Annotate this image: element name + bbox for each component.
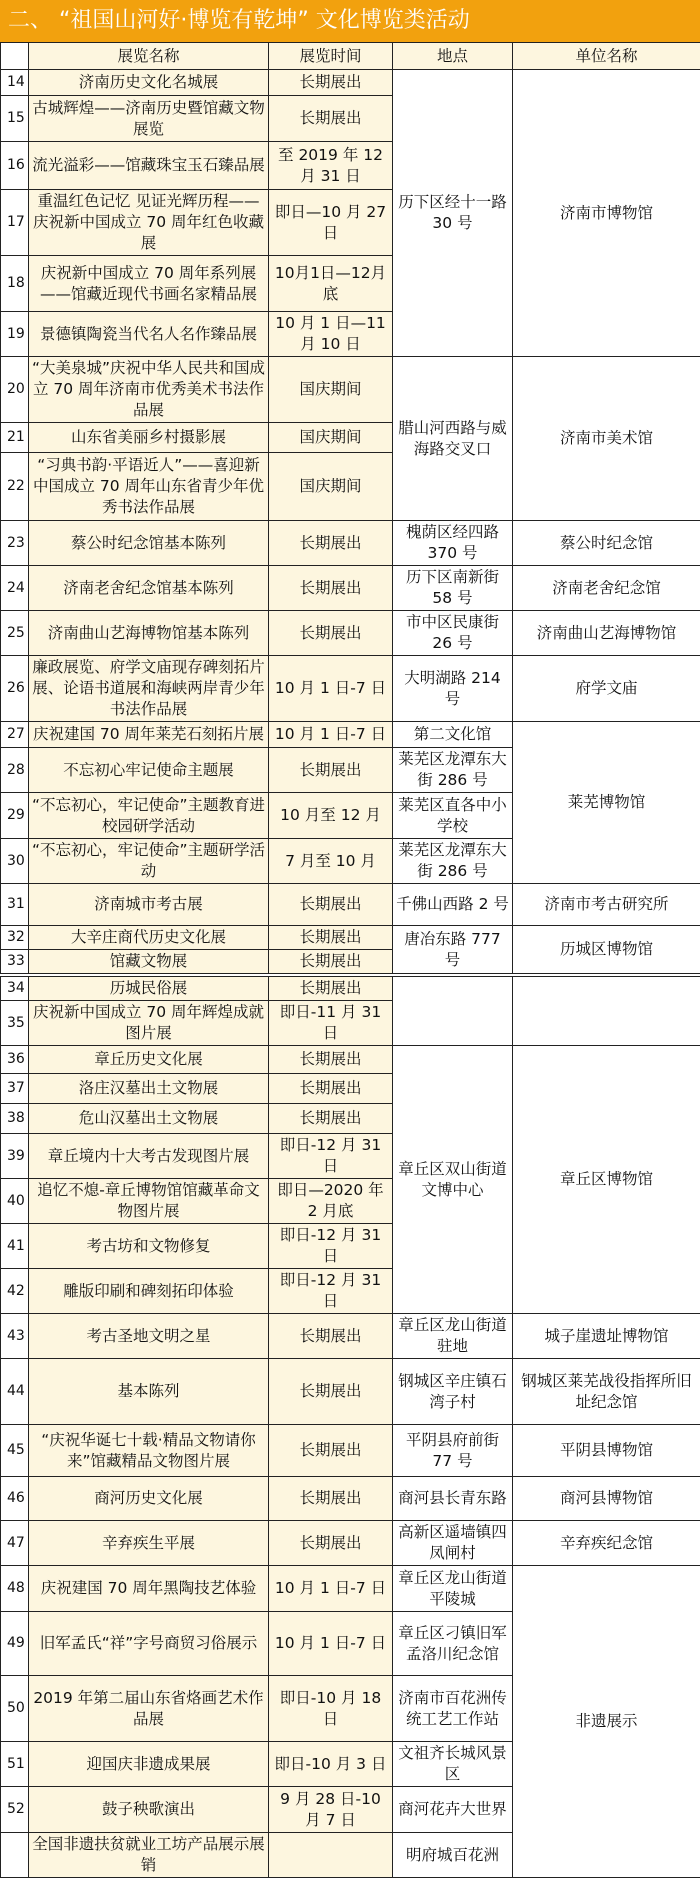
row-number: 52 xyxy=(1,1787,29,1833)
exhibition-name: 蔡公时纪念馆基本陈列 xyxy=(29,521,269,566)
row-number: 23 xyxy=(1,521,29,566)
exhibition-location: 章丘区双山街道文博中心 xyxy=(393,1046,513,1314)
exhibition-name: 不忘初心牢记使命主题展 xyxy=(29,748,269,793)
row-number: 29 xyxy=(1,793,29,839)
table-row xyxy=(1,656,700,722)
exhibition-time: 至 2019 年 12 月 31 日 xyxy=(269,142,393,190)
row-number: 47 xyxy=(1,1521,29,1566)
exhibition-organizer: 章丘区博物馆 xyxy=(513,1046,700,1314)
exhibition-location: 市中区民康街 26 号 xyxy=(393,611,513,656)
table-row xyxy=(1,1359,700,1425)
exhibition-organizer xyxy=(513,977,700,1046)
exhibition-location: 大明湖路 214 号 xyxy=(393,656,513,722)
exhibition-name: 济南老舍纪念馆基本陈列 xyxy=(29,566,269,611)
exhibition-organizer: 济南曲山艺海博物馆 xyxy=(513,611,700,656)
table-row xyxy=(1,70,700,96)
exhibition-organizer: 辛弃疾纪念馆 xyxy=(513,1521,700,1566)
header-organizer: 单位名称 xyxy=(513,43,700,70)
exhibition-time: 国庆期间 xyxy=(269,423,393,453)
row-number: 39 xyxy=(1,1134,29,1179)
exhibition-name: 基本陈列 xyxy=(29,1359,269,1425)
table-row xyxy=(1,1521,700,1566)
header-time: 展览时间 xyxy=(269,43,393,70)
exhibition-name: 馆藏文物展 xyxy=(29,950,269,974)
exhibition-name: 济南历史文化名城展 xyxy=(29,70,269,96)
row-number: 14 xyxy=(1,70,29,96)
exhibition-location: 腊山河西路与威海路交叉口 xyxy=(393,357,513,521)
exhibition-location: 第二文化馆 xyxy=(393,722,513,748)
exhibition-name: 章丘历史文化展 xyxy=(29,1046,269,1074)
exhibition-name: 考古坊和文物修复 xyxy=(29,1224,269,1269)
exhibition-time: 长期展出 xyxy=(269,1314,393,1359)
table-row xyxy=(1,521,700,566)
table-row xyxy=(1,722,700,748)
row-number: 33 xyxy=(1,950,29,974)
row-number: 38 xyxy=(1,1104,29,1134)
exhibition-location: 槐荫区经四路 370 号 xyxy=(393,521,513,566)
exhibition-time: 国庆期间 xyxy=(269,357,393,423)
exhibition-time: 长期展出 xyxy=(269,950,393,974)
exhibition-location: 平阴县府前街 77 号 xyxy=(393,1425,513,1477)
exhibition-name: 历城民俗展 xyxy=(29,977,269,1001)
table-row xyxy=(1,1046,700,1074)
exhibition-organizer: 商河县博物馆 xyxy=(513,1477,700,1521)
row-number: 25 xyxy=(1,611,29,656)
exhibition-location: 莱芜区龙潭东大街 286 号 xyxy=(393,748,513,793)
table-row xyxy=(1,357,700,423)
exhibition-time: 长期展出 xyxy=(269,1046,393,1074)
exhibition-time: 即日—2020 年 2 月底 xyxy=(269,1179,393,1224)
exhibition-time: 长期展出 xyxy=(269,1425,393,1477)
exhibition-time: 10 月 1 日-7 日 xyxy=(269,1612,393,1676)
exhibition-time: 即日-10 月 18 日 xyxy=(269,1676,393,1742)
exhibition-organizer: 历城区博物馆 xyxy=(513,926,700,974)
row-number: 49 xyxy=(1,1612,29,1676)
exhibition-time: 长期展出 xyxy=(269,566,393,611)
row-number: 36 xyxy=(1,1046,29,1074)
exhibition-time: 长期展出 xyxy=(269,96,393,142)
exhibition-location: 钢城区辛庄镇石湾子村 xyxy=(393,1359,513,1425)
row-number: 34 xyxy=(1,977,29,1001)
exhibition-name: 洛庄汉墓出土文物展 xyxy=(29,1074,269,1104)
row-number: 32 xyxy=(1,926,29,950)
table-row xyxy=(1,1425,700,1477)
table-row xyxy=(1,611,700,656)
exhibition-name: 山东省美丽乡村摄影展 xyxy=(29,423,269,453)
exhibition-time: 长期展出 xyxy=(269,521,393,566)
row-number: 24 xyxy=(1,566,29,611)
exhibition-organizer: 济南市考古研究所 xyxy=(513,884,700,926)
exhibition-time: 长期展出 xyxy=(269,926,393,950)
exhibition-name: “大美泉城”庆祝中华人民共和国成立 70 周年济南市优秀美术书法作品展 xyxy=(29,357,269,423)
exhibition-name: 鼓子秧歌演出 xyxy=(29,1787,269,1833)
exhibition-organizer: 济南老舍纪念馆 xyxy=(513,566,700,611)
exhibition-organizer: 蔡公时纪念馆 xyxy=(513,521,700,566)
table-row xyxy=(1,1477,700,1521)
header-no xyxy=(1,43,29,70)
exhibition-time: 长期展出 xyxy=(269,1074,393,1104)
row-number: 21 xyxy=(1,423,29,453)
exhibition-location: 千佛山西路 2 号 xyxy=(393,884,513,926)
exhibition-location: 高新区遥墙镇四凤闸村 xyxy=(393,1521,513,1566)
row-number: 40 xyxy=(1,1179,29,1224)
exhibition-name: 迎国庆非遗成果展 xyxy=(29,1742,269,1787)
row-number: 45 xyxy=(1,1425,29,1477)
exhibition-organizer: 济南市博物馆 xyxy=(513,70,700,357)
row-number: 43 xyxy=(1,1314,29,1359)
exhibition-name: 辛弃疾生平展 xyxy=(29,1521,269,1566)
exhibition-location: 商河县长青东路 xyxy=(393,1477,513,1521)
exhibition-time: 即日-12 月 31 日 xyxy=(269,1134,393,1179)
table-header xyxy=(1,43,700,70)
exhibition-name: 2019 年第二届山东省烙画艺术作品展 xyxy=(29,1676,269,1742)
exhibition-organizer: 非遗展示 xyxy=(513,1566,700,1878)
row-number: 28 xyxy=(1,748,29,793)
exhibition-location: 明府城百花洲 xyxy=(393,1833,513,1878)
exhibition-location xyxy=(393,977,513,1046)
section-title: 二、 “祖国山河好·博览有乾坤” 文化博览类活动 xyxy=(0,0,700,42)
exhibition-time: 即日-12 月 31 日 xyxy=(269,1224,393,1269)
exhibition-location: 章丘区龙山街道驻地 xyxy=(393,1314,513,1359)
exhibition-organizer: 济南市美术馆 xyxy=(513,357,700,521)
exhibition-organizer: 钢城区莱芜战役指挥所旧址纪念馆 xyxy=(513,1359,700,1425)
exhibition-location: 商河花卉大世界 xyxy=(393,1787,513,1833)
exhibition-organizer: 平阴县博物馆 xyxy=(513,1425,700,1477)
row-number: 31 xyxy=(1,884,29,926)
header-name: 展览名称 xyxy=(29,43,269,70)
exhibition-name: 庆祝新中国成立 70 周年辉煌成就图片展 xyxy=(29,1001,269,1046)
table-row xyxy=(1,977,700,1001)
exhibition-time: 长期展出 xyxy=(269,977,393,1001)
exhibition-time: 长期展出 xyxy=(269,1477,393,1521)
exhibition-time: 长期展出 xyxy=(269,611,393,656)
table-row xyxy=(1,566,700,611)
row-number: 17 xyxy=(1,190,29,256)
exhibition-time: 10 月 1 日-7 日 xyxy=(269,1566,393,1612)
exhibition-organizer: 府学文庙 xyxy=(513,656,700,722)
exhibition-location: 历下区经十一路 30 号 xyxy=(393,70,513,357)
row-number: 16 xyxy=(1,142,29,190)
exhibition-location: 济南市百花洲传统工艺工作站 xyxy=(393,1676,513,1742)
exhibition-name: 庆祝建国 70 周年莱芜石刻拓片展 xyxy=(29,722,269,748)
exhibition-name: 济南曲山艺海博物馆基本陈列 xyxy=(29,611,269,656)
exhibition-location: 唐冶东路 777 号 xyxy=(393,926,513,974)
row-number: 22 xyxy=(1,453,29,521)
exhibition-location: 文祖齐长城风景区 xyxy=(393,1742,513,1787)
exhibition-name: “庆祝华诞七十载·精品文物请你来”馆藏精品文物图片展 xyxy=(29,1425,269,1477)
exhibition-name: 济南城市考古展 xyxy=(29,884,269,926)
exhibition-time: 长期展出 xyxy=(269,884,393,926)
row-number: 35 xyxy=(1,1001,29,1046)
exhibition-time: 7 月至 10 月 xyxy=(269,839,393,884)
exhibition-name: 全国非遗扶贫就业工坊产品展示展销 xyxy=(29,1833,269,1878)
exhibition-name: 雕版印刷和碑刻拓印体验 xyxy=(29,1269,269,1314)
exhibition-name: 庆祝新中国成立 70 周年系列展——馆藏近现代书画名家精品展 xyxy=(29,256,269,312)
exhibition-time: 10月1日—12月底 xyxy=(269,256,393,312)
exhibition-name: 古城辉煌——济南历史暨馆藏文物展览 xyxy=(29,96,269,142)
exhibition-time: 即日—10 月 27 日 xyxy=(269,190,393,256)
row-number: 51 xyxy=(1,1742,29,1787)
exhibition-name: “习典书韵·平语近人”——喜迎新中国成立 70 周年山东省青少年优秀书法作品展 xyxy=(29,453,269,521)
exhibition-name: 旧军孟氏“祥”字号商贸习俗展示 xyxy=(29,1612,269,1676)
row-number: 44 xyxy=(1,1359,29,1425)
table-row xyxy=(1,926,700,950)
exhibition-location: 莱芜区直各中小学校 xyxy=(393,793,513,839)
row-number: 15 xyxy=(1,96,29,142)
row-number: 20 xyxy=(1,357,29,423)
row-number: 30 xyxy=(1,839,29,884)
exhibition-organizer: 莱芜博物馆 xyxy=(513,722,700,884)
header-location: 地点 xyxy=(393,43,513,70)
exhibition-name: 危山汉墓出土文物展 xyxy=(29,1104,269,1134)
table-row xyxy=(1,1566,700,1612)
exhibition-name: 商河历史文化展 xyxy=(29,1477,269,1521)
exhibition-table xyxy=(0,42,700,1878)
exhibition-name: 重温红色记忆 见证光辉历程——庆祝新中国成立 70 周年红色收藏展 xyxy=(29,190,269,256)
exhibition-time: 即日-10 月 3 日 xyxy=(269,1742,393,1787)
exhibition-time: 9 月 28 日-10 月 7 日 xyxy=(269,1787,393,1833)
exhibition-name: 廉政展览、府学文庙现存碑刻拓片展、论语书道展和海峡两岸青少年书法作品展 xyxy=(29,656,269,722)
exhibition-time: 长期展出 xyxy=(269,1359,393,1425)
row-number: 50 xyxy=(1,1676,29,1742)
exhibition-location: 历下区南新街 58 号 xyxy=(393,566,513,611)
exhibition-name: “不忘初心，牢记使命”主题研学活动 xyxy=(29,839,269,884)
exhibition-location: 章丘区龙山街道平陵城 xyxy=(393,1566,513,1612)
row-number: 27 xyxy=(1,722,29,748)
row-number: 46 xyxy=(1,1477,29,1521)
exhibition-time: 10 月 1 日-7 日 xyxy=(269,656,393,722)
exhibition-location: 章丘区刁镇旧军孟洛川纪念馆 xyxy=(393,1612,513,1676)
exhibition-name: 大辛庄商代历史文化展 xyxy=(29,926,269,950)
row-number xyxy=(1,1833,29,1878)
exhibition-name: 考古圣地文明之星 xyxy=(29,1314,269,1359)
row-number: 26 xyxy=(1,656,29,722)
exhibition-time: 长期展出 xyxy=(269,70,393,96)
row-number: 48 xyxy=(1,1566,29,1612)
exhibition-time: 10 月 1 日—11 月 10 日 xyxy=(269,312,393,357)
row-number: 41 xyxy=(1,1224,29,1269)
exhibition-name: “不忘初心，牢记使命”主题教育进校园研学活动 xyxy=(29,793,269,839)
exhibition-organizer: 城子崖遗址博物馆 xyxy=(513,1314,700,1359)
exhibition-name: 追忆不熄-章丘博物馆馆藏革命文物图片展 xyxy=(29,1179,269,1224)
exhibition-time: 即日-12 月 31 日 xyxy=(269,1269,393,1314)
exhibition-name: 流光溢彩——馆藏珠宝玉石臻品展 xyxy=(29,142,269,190)
row-number: 42 xyxy=(1,1269,29,1314)
row-number: 37 xyxy=(1,1074,29,1104)
exhibition-time: 长期展出 xyxy=(269,748,393,793)
exhibition-location: 莱芜区龙潭东大街 286 号 xyxy=(393,839,513,884)
exhibition-time: 国庆期间 xyxy=(269,453,393,521)
exhibition-name: 景德镇陶瓷当代名人名作臻品展 xyxy=(29,312,269,357)
exhibition-time: 10 月至 12 月 xyxy=(269,793,393,839)
exhibition-name: 章丘境内十大考古发现图片展 xyxy=(29,1134,269,1179)
table-row xyxy=(1,884,700,926)
exhibition-time: 即日-11 月 31 日 xyxy=(269,1001,393,1046)
exhibition-time xyxy=(269,1833,393,1878)
exhibition-name: 庆祝建国 70 周年黑陶技艺体验 xyxy=(29,1566,269,1612)
row-number: 19 xyxy=(1,312,29,357)
exhibition-time: 长期展出 xyxy=(269,1104,393,1134)
row-number: 18 xyxy=(1,256,29,312)
table-row xyxy=(1,1314,700,1359)
exhibition-time: 长期展出 xyxy=(269,1521,393,1566)
exhibition-time: 10 月 1 日-7 日 xyxy=(269,722,393,748)
